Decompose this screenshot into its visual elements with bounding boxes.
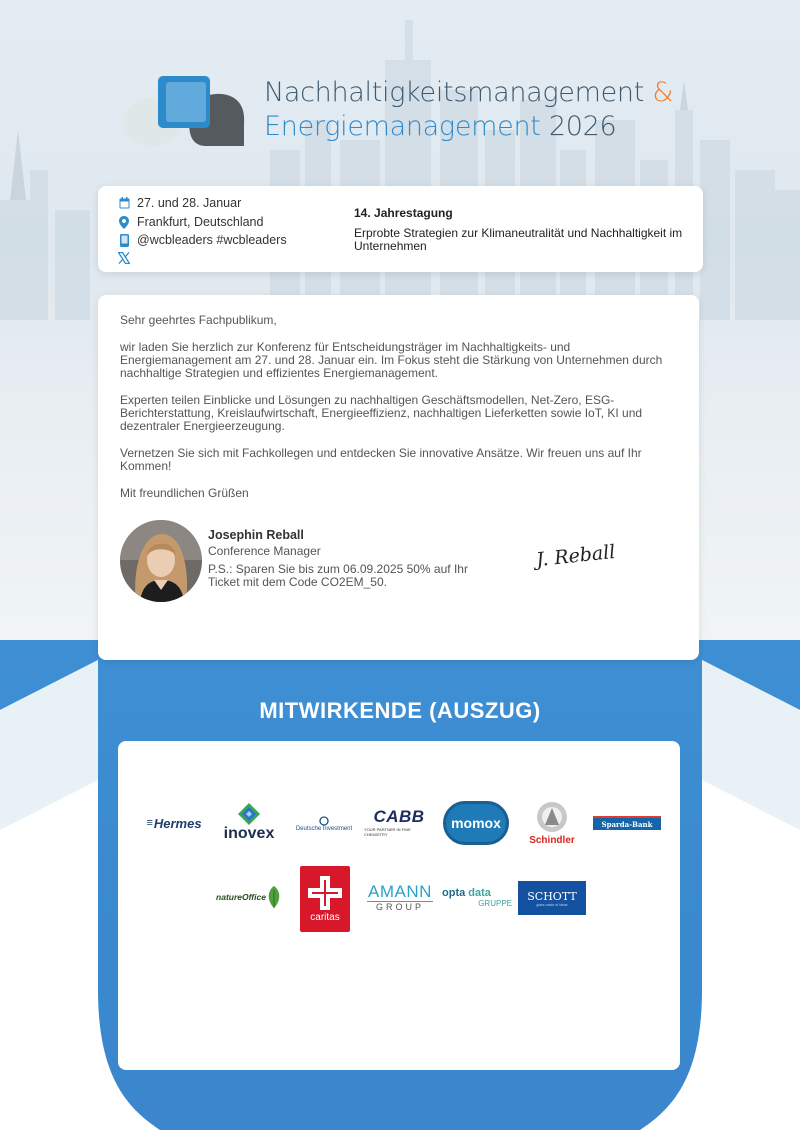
page-title	[264, 76, 784, 144]
map-pin-icon	[118, 215, 130, 229]
sender-name: Josephin Reball	[208, 528, 304, 542]
letter-paragraph: wir laden Sie herzlich zur Konferenz für Entscheidungsträger im Nachhaltigkeits- und Energiemanagement am 27. und 28. Januar ein. Im Fokus steht die Stärkung von Unternehmen durch nachhaltige Strategien und effizientes Energiemanagement.	[120, 339, 663, 381]
hermes-logo-text: Hermes	[153, 815, 202, 831]
caritas-logo-text: caritas	[310, 911, 340, 923]
title-line-1: Nachhaltigkeitsmanagement	[264, 77, 645, 108]
conference-logo	[122, 74, 247, 150]
deutsche-investment-logo	[293, 811, 355, 837]
inovex-logo-text: inovex	[223, 825, 275, 842]
amann-group-logo	[366, 876, 434, 918]
letter-salutation: Sehr geehrtes Fachpublikum,	[120, 313, 277, 327]
cabb-logo-text: CABB	[373, 807, 425, 826]
momox-logo	[443, 801, 509, 845]
cabb-logo	[364, 809, 434, 835]
letter-body	[120, 314, 675, 514]
event-date-row	[118, 194, 241, 212]
opta-group-text: GRUPPE	[478, 898, 512, 908]
handwritten-signature: J. Reball	[535, 540, 617, 572]
event-social-handle[interactable]: @wcbleaders #wcbleaders	[137, 233, 287, 247]
hermes-logo: ≡ Hermes	[146, 815, 202, 831]
event-social-row	[118, 231, 287, 249]
invitation-letter-card	[98, 295, 699, 660]
letter-paragraph: Vernetzen Sie sich mit Fachkollegen und entdecken Sie innovative Ansätze. Wir freuen uns auf Ihr Kommen!	[120, 445, 642, 474]
cabb-tagline: YOUR PARTNER IN FINE CHEMISTRY	[364, 827, 411, 837]
opta-text: opta	[442, 886, 466, 899]
calendar-icon	[118, 196, 130, 210]
event-location-row	[118, 213, 263, 231]
schott-logo	[518, 881, 586, 915]
x-social-row	[118, 249, 137, 267]
opta-data-logo	[442, 883, 512, 911]
sparda-bank-logo	[593, 816, 661, 830]
meeting-info	[354, 206, 694, 253]
participants-logo-card	[118, 741, 680, 1070]
nature-office-logo	[214, 881, 284, 913]
sparda-bank-text: Sparda-Bank	[601, 819, 653, 829]
title-year: 2026	[548, 111, 617, 142]
schott-logo-text: SCHOTT	[527, 889, 577, 903]
postscript-offer: P.S.: Sparen Sie bis zum 06.09.2025 50% auf Ihr Ticket mit dem Code CO2EM_50.	[208, 562, 468, 589]
title-line-2: Energiemanagement	[264, 111, 541, 142]
amann-group-text: GROUP	[367, 901, 433, 912]
x-twitter-icon[interactable]	[118, 251, 130, 265]
letter-closing: Mit freundlichen Grüßen	[120, 485, 249, 500]
schindler-logo-text: Schindler	[529, 834, 575, 846]
sender-avatar	[120, 520, 202, 602]
sender-role: Conference Manager	[208, 544, 321, 558]
title-ampersand: &	[652, 77, 674, 108]
amann-logo-text: AMANN	[368, 881, 432, 901]
meeting-title: 14. Jahrestagung	[354, 206, 453, 220]
schindler-logo	[524, 799, 580, 847]
data-text: data	[468, 886, 491, 899]
meeting-subtitle: Erprobte Strategien zur Klimaneutralität und Nachhaltigkeit im Unternehmen	[354, 226, 683, 253]
event-info-card	[98, 186, 703, 272]
letter-paragraph: Experten teilen Einblicke und Lösungen zu nachhaltigen Geschäftsmodellen, Net-Zero, ESG-Berichterstattung, Kreislaufwirtschaft, Energieeffizienz, nachhaltigen Lieferketten sowie IoT, KI und dezentraler Energieerzeugung.	[120, 392, 643, 434]
momox-logo-text: momox	[451, 815, 501, 831]
event-location: Frankfurt, Deutschland	[137, 215, 264, 229]
participants-title: MITWIRKENDE (AUSZUG)	[259, 698, 541, 723]
sender-block	[208, 528, 508, 589]
schott-tagline: glass made of ideas	[536, 902, 568, 907]
deutsche-investment-text: Deutsche Investment	[295, 826, 353, 832]
inovex-logo	[218, 801, 280, 845]
nature-office-text: natureOffice	[216, 892, 266, 902]
phone-icon	[118, 233, 130, 247]
caritas-logo	[300, 866, 350, 932]
event-date: 27. und 28. Januar	[137, 196, 242, 210]
